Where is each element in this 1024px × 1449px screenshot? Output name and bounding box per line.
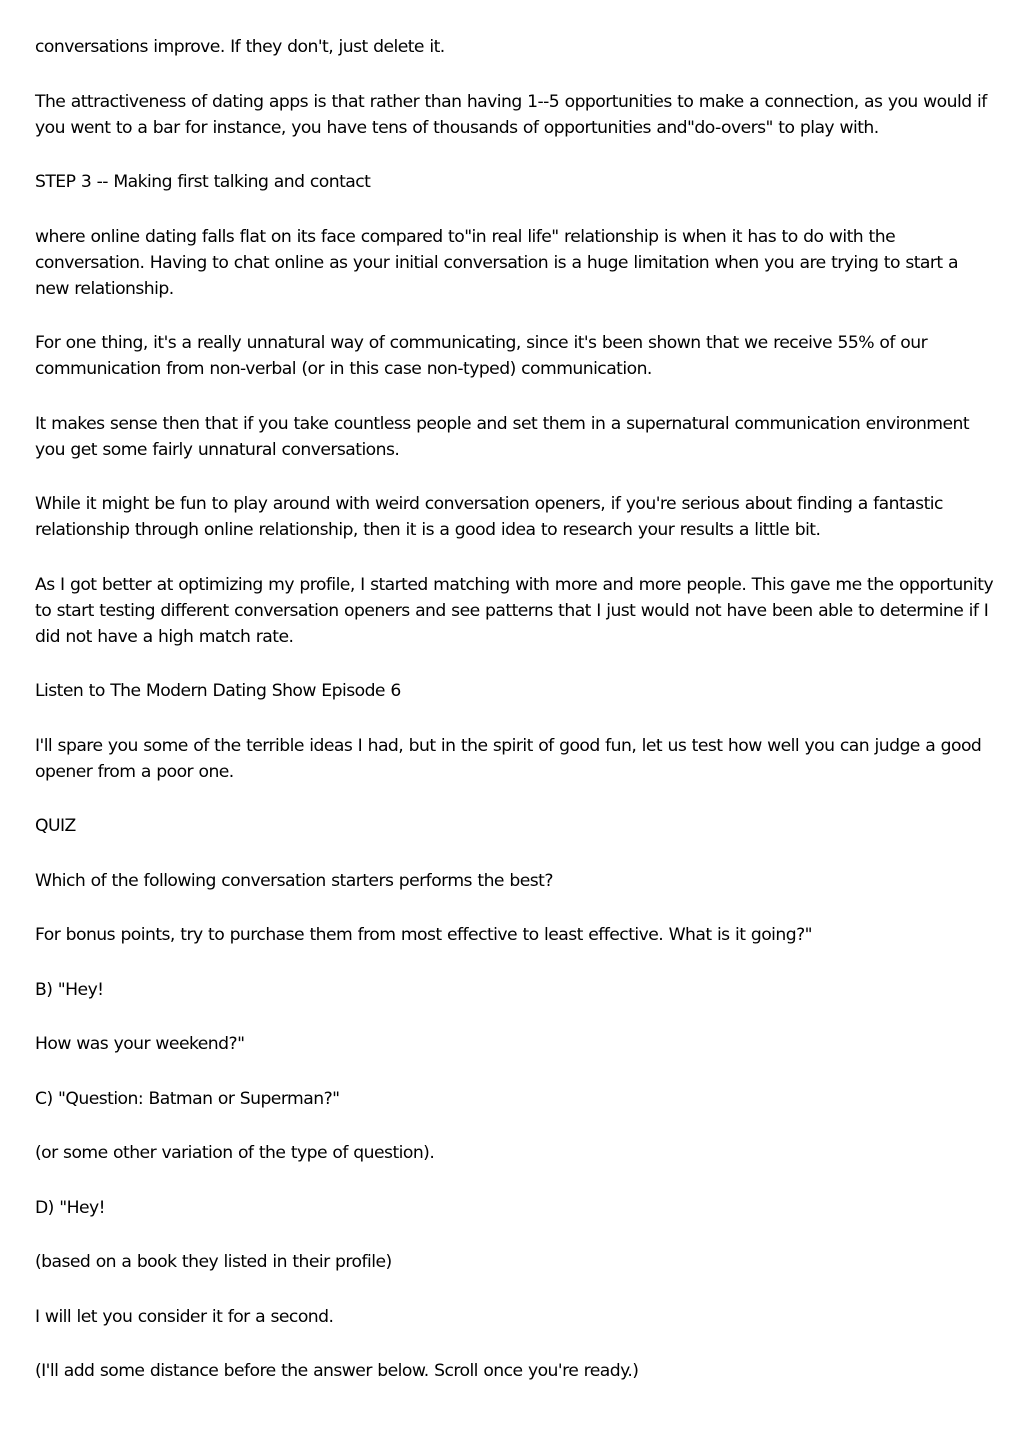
scroll-note: (I'll add some distance before the answer below. Scroll once you're ready.) (35, 1361, 639, 1381)
option-d-note: (based on a book they listed in their profile) (35, 1252, 392, 1272)
option-d-line-1: D) "Hey! (35, 1197, 105, 1218)
podcast-line: Listen to The Modern Dating Show Episode 6 (35, 681, 401, 701)
paragraph-weird-openers: While it might be fun to play around with weird conversation openers, if you're serious about finding a fantastic relationship through online relationship, then it is a good idea to research your results a little bit. (35, 494, 943, 540)
paragraph-conversations-improve: conversations improve. If they don't, just delete it. (35, 37, 445, 57)
option-c-note: (or some other variation of the type of question). (35, 1143, 435, 1163)
option-b-line-2: How was your weekend?" (35, 1034, 245, 1054)
option-c: C) "Question: Batman or Superman?" (35, 1088, 340, 1109)
step-3-heading: STEP 3 -- Making first talking and contact (35, 172, 371, 192)
consider-line: I will let you consider it for a second. (35, 1306, 334, 1327)
paragraph-optimizing-profile: As I got better at optimizing my profile, I started matching with more and more people. This gave me the opportunity to start testing different conversation openers and see patterns that I just would not have been able to determine if I did not have a high match rate. (35, 574, 994, 647)
paragraph-online-dating: where online dating falls flat on its face compared to"in real life" relationship is when it has to do with the conversation. Having to chat online as your initial conversation is a huge limitation when you are trying to start a new relationship. (35, 226, 958, 299)
paragraph-dating-apps: The attractiveness of dating apps is that rather than having 1--5 opportunities to make a connection, as you would if you went to a bar for instance, you have tens of thousands of opportunities and"do-overs" to play with. (35, 91, 987, 138)
paragraph-unnatural-communication: For one thing, it's a really unnatural way of communicating, since it's been shown that we receive 55% of our communication from non-verbal (or in this case non-typed) communication. (35, 333, 928, 379)
bonus-points-line: For bonus points, try to purchase them from most effective to least effective. What is it going?" (35, 925, 813, 945)
paragraph-makes-sense: It makes sense then that if you take countless people and set them in a supernatural communication environment you get some fairly unnatural conversations. (35, 413, 970, 460)
option-b-line-1: B) "Hey! (35, 979, 104, 1000)
paragraph-spare-you: I'll spare you some of the terrible ideas I had, but in the spirit of good fun, let us test how well you can judge a good opener from a poor one. (35, 735, 982, 782)
quiz-heading: QUIZ (35, 816, 76, 836)
quiz-question: Which of the following conversation starters performs the best? (35, 870, 553, 891)
document-body (35, 34, 995, 1413)
